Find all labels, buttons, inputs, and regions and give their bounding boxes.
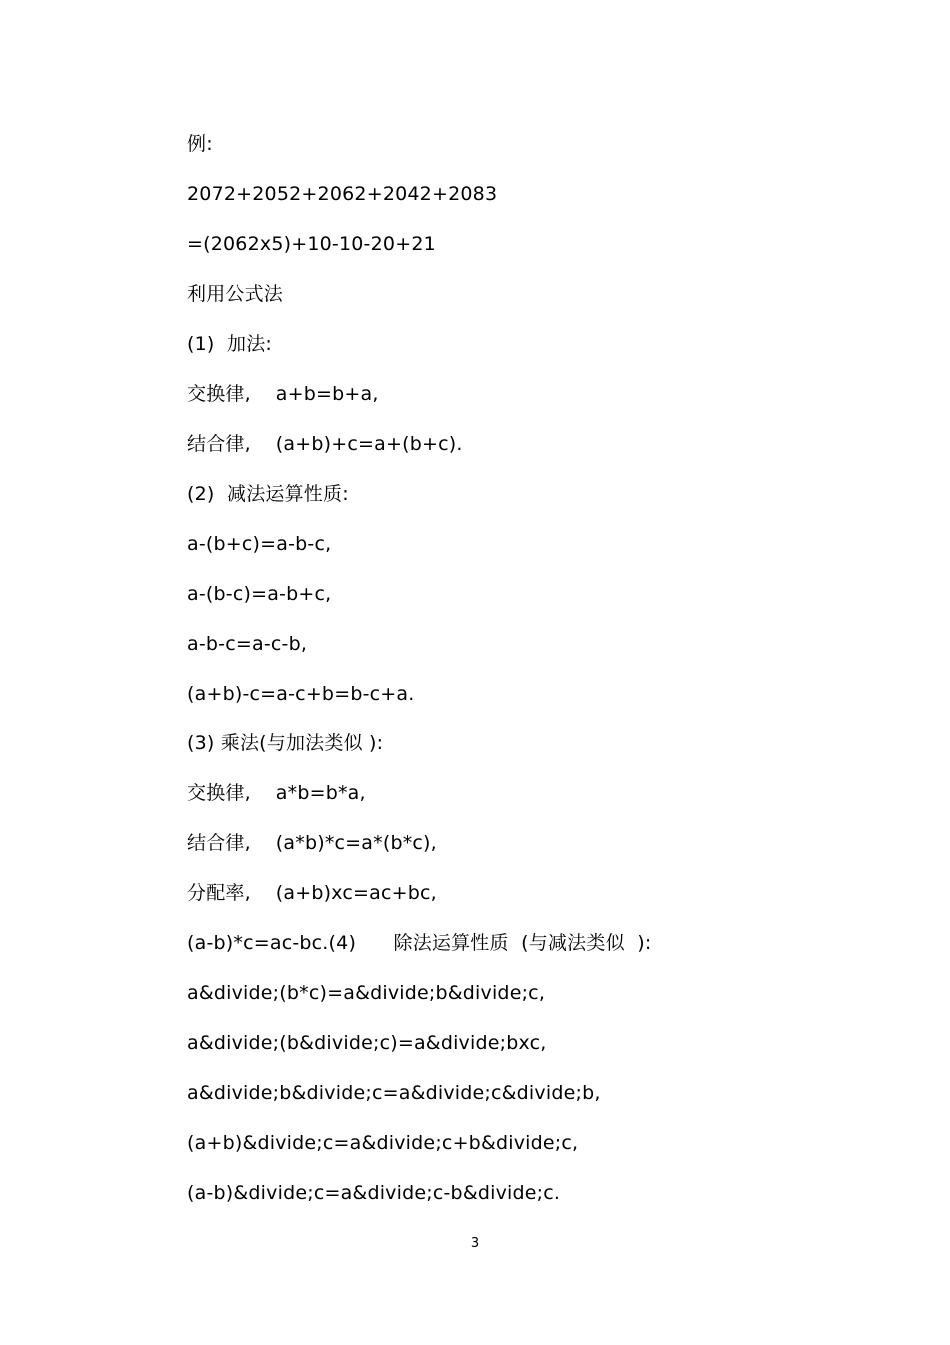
subtraction-rule-2: a-(b-c)=a-b+c, [187,583,332,605]
division-rule-4: (a+b)&divide;c=a&divide;c+b&divide;c, [187,1132,579,1154]
multiplication-heading: (3) 乘法(与加法类似 ): [187,732,384,754]
subtraction-heading: (2) 减法运算性质: [187,483,349,505]
division-rule-1: a&divide;(b*c)=a&divide;b&divide;c, [187,982,546,1004]
multiplication-associative: 结合律, (a*b)*c=a*(b*c), [187,832,437,854]
division-rule-5: (a-b)&divide;c=a&divide;c-b&divide;c. [187,1182,561,1204]
multiplication-commutative: 交换律, a*b=b*a, [187,782,366,804]
example-heading: 例: [187,133,213,155]
example-expression: 2072+2052+2062+2042+2083 [187,183,498,205]
division-rule-2: a&divide;(b&divide;c)=a&divide;bxc, [187,1032,547,1054]
page-number: 3 [470,1236,480,1251]
subtraction-rule-4: (a+b)-c=a-c+b=b-c+a. [187,683,415,705]
example-result: =(2062x5)+10-10-20+21 [187,233,436,255]
subtraction-rule-3: a-b-c=a-c-b, [187,633,308,655]
formula-method-heading: 利用公式法 [187,283,284,305]
addition-heading: (1) 加法: [187,333,272,355]
division-heading-line: (a-b)*c=ac-bc.(4) 除法运算性质 (与减法类似 ): [187,932,652,954]
multiplication-distributive: 分配率, (a+b)xc=ac+bc, [187,882,437,904]
subtraction-rule-1: a-(b+c)=a-b-c, [187,533,332,555]
division-rule-3: a&divide;b&divide;c=a&divide;c&divide;b, [187,1082,601,1104]
addition-associative: 结合律, (a+b)+c=a+(b+c). [187,433,463,455]
addition-commutative: 交换律, a+b=b+a, [187,383,379,405]
